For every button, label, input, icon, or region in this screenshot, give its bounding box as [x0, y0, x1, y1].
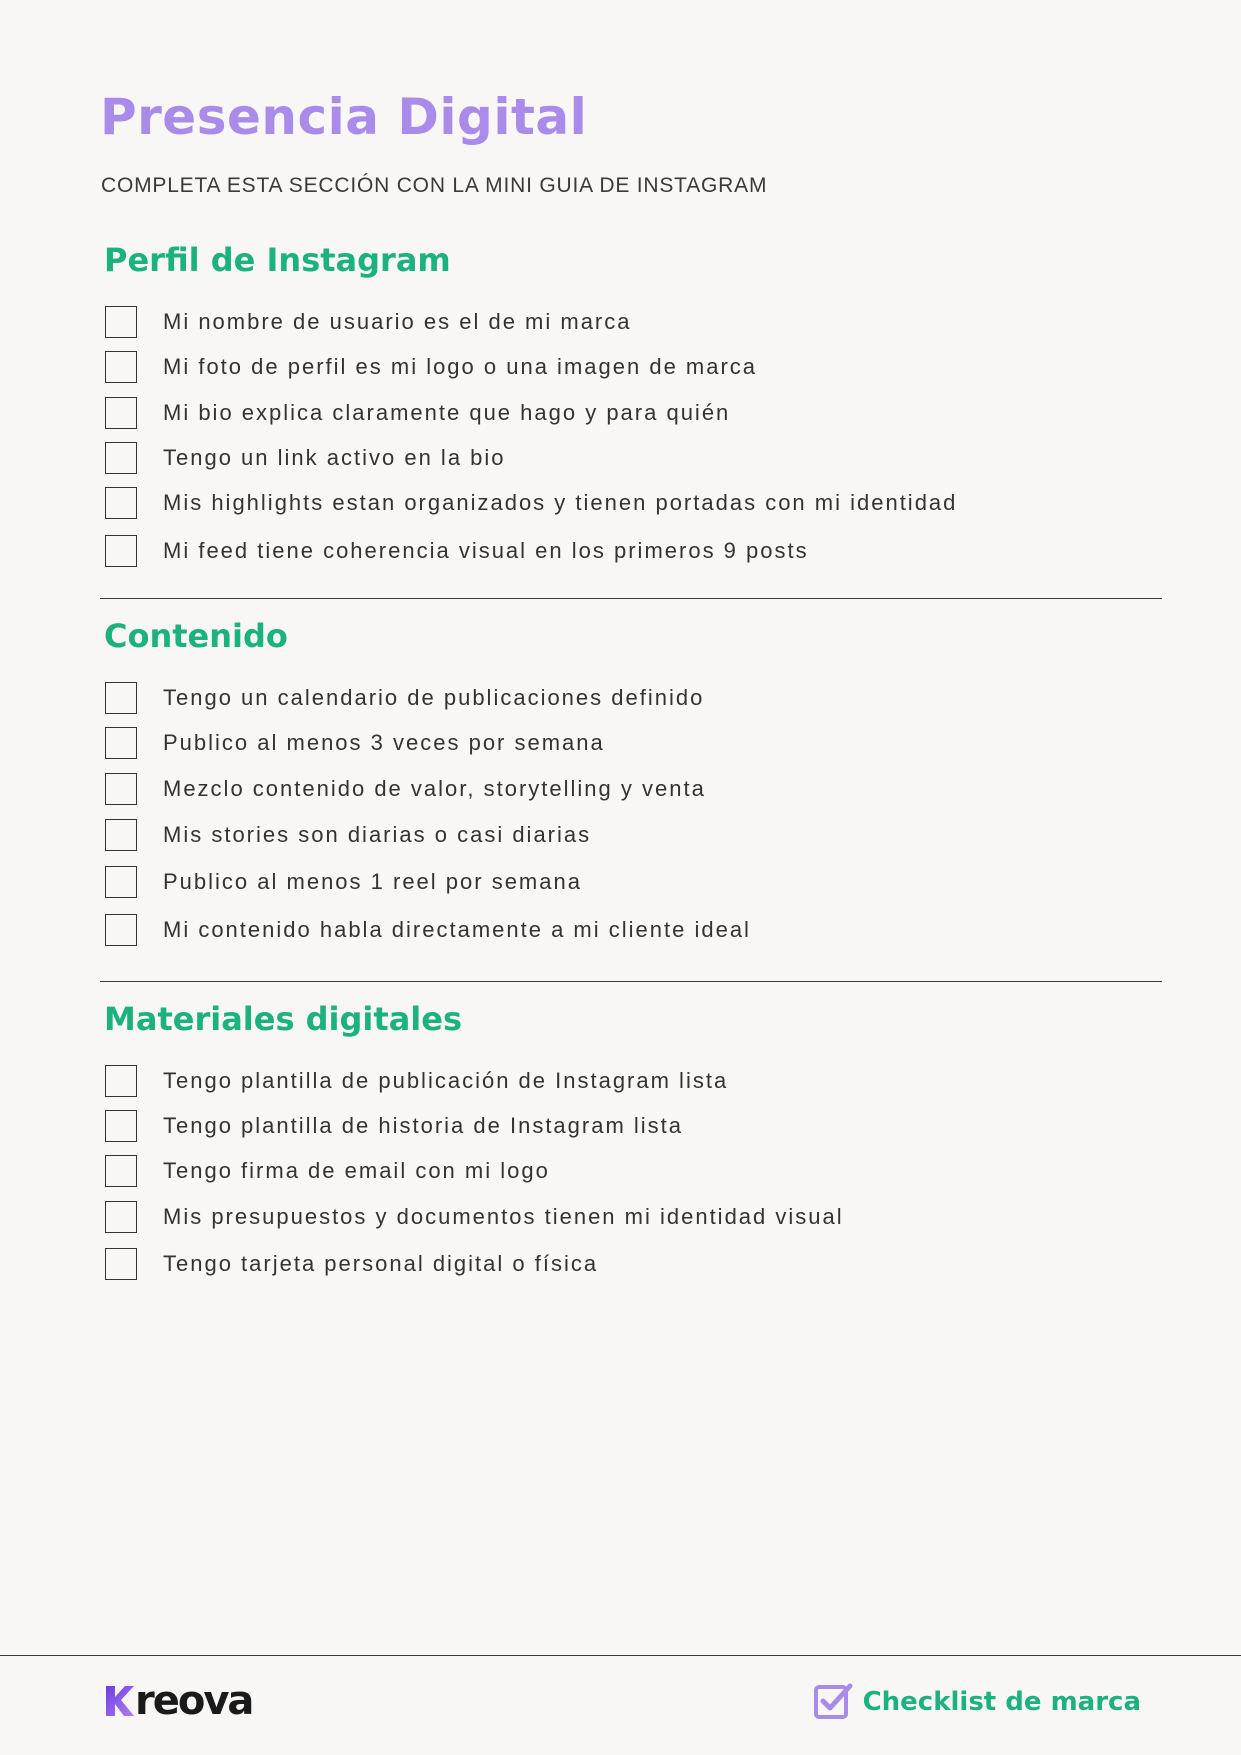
checklist-item-label: Mi foto de perfil es mi logo o una imagen de marca [163, 354, 758, 379]
section-divider [100, 981, 1162, 982]
checkbox[interactable] [105, 914, 137, 946]
section-title-perfil: Perfil de Instagram [104, 241, 451, 279]
checklist-item [105, 1108, 683, 1144]
checkbox[interactable] [105, 487, 137, 519]
checklist-item [105, 680, 704, 716]
checklist-item [105, 771, 706, 807]
checkbox[interactable] [105, 682, 137, 714]
checklist-item-label: Mis stories son diarias o casi diarias [163, 822, 592, 847]
section-divider [100, 598, 1162, 599]
checklist-item-label: Tengo plantilla de publicación de Instagram lista [163, 1068, 729, 1093]
logo-k-icon [106, 1686, 134, 1716]
checklist-item-label: Publico al menos 3 veces por semana [163, 730, 605, 755]
checklist-item-label: Mis presupuestos y documentos tienen mi identidad visual [163, 1204, 844, 1229]
checkbox[interactable] [105, 773, 137, 805]
checkbox[interactable] [105, 351, 137, 383]
checklist-item [105, 349, 757, 385]
checklist-item [105, 1153, 550, 1189]
checklist-item [105, 912, 751, 948]
section-title-contenido: Contenido [104, 617, 288, 655]
checklist-item-label: Publico al menos 1 reel por semana [163, 869, 582, 894]
footer-divider [0, 1655, 1241, 1656]
footer-tag-label: Checklist de marca [862, 1687, 1141, 1717]
checklist-item [105, 533, 809, 569]
checklist-item [105, 304, 632, 340]
page-subtitle: COMPLETA ESTA SECCIÓN CON LA MINI GUIA DE INSTAGRAM [101, 174, 768, 197]
checkbox-check-icon [813, 1682, 853, 1722]
checkbox[interactable] [105, 1248, 137, 1280]
checkbox[interactable] [105, 397, 137, 429]
checklist-item [105, 1246, 598, 1282]
checkbox[interactable] [105, 1065, 137, 1097]
checkbox[interactable] [105, 1110, 137, 1142]
checklist-item [105, 1063, 728, 1099]
checkbox[interactable] [105, 727, 137, 759]
kreova-logo [106, 1676, 252, 1726]
checkbox[interactable] [105, 535, 137, 567]
checklist-item-label: Tengo firma de email con mi logo [163, 1158, 550, 1183]
checklist-item [105, 1199, 844, 1235]
checkbox[interactable] [105, 819, 137, 851]
checklist-item-label: Mis highlights estan organizados y tienen portadas con mi identidad [163, 490, 958, 515]
checkbox[interactable] [105, 1155, 137, 1187]
checkbox[interactable] [105, 306, 137, 338]
checklist-item [105, 725, 605, 761]
checklist-item-label: Mi nombre de usuario es el de mi marca [163, 309, 632, 334]
checkbox[interactable] [105, 442, 137, 474]
section-title-materiales: Materiales digitales [104, 1000, 462, 1038]
checklist-item-label: Tengo tarjeta personal digital o física [163, 1251, 599, 1276]
checklist-item [105, 440, 506, 476]
checklist-item-label: Mi feed tiene coherencia visual en los primeros 9 posts [163, 538, 809, 563]
checkbox[interactable] [105, 1201, 137, 1233]
checklist-item-label: Tengo plantilla de historia de Instagram lista [163, 1113, 684, 1138]
checklist-item [105, 817, 591, 853]
checklist-item [105, 864, 582, 900]
checklist-item-label: Mi bio explica claramente que hago y para quién [163, 400, 731, 425]
page-title: Presencia Digital [100, 88, 588, 146]
logo-text: reova [135, 1678, 253, 1724]
checklist-item [105, 485, 957, 521]
footer-tag [813, 1680, 1141, 1724]
checklist-item-label: Mezclo contenido de valor, storytelling y venta [163, 776, 706, 801]
checklist-item [105, 395, 730, 431]
checklist-item-label: Tengo un link activo en la bio [163, 445, 506, 470]
checklist-item-label: Mi contenido habla directamente a mi cliente ideal [163, 917, 751, 942]
checkbox[interactable] [105, 866, 137, 898]
checklist-item-label: Tengo un calendario de publicaciones definido [163, 685, 705, 710]
